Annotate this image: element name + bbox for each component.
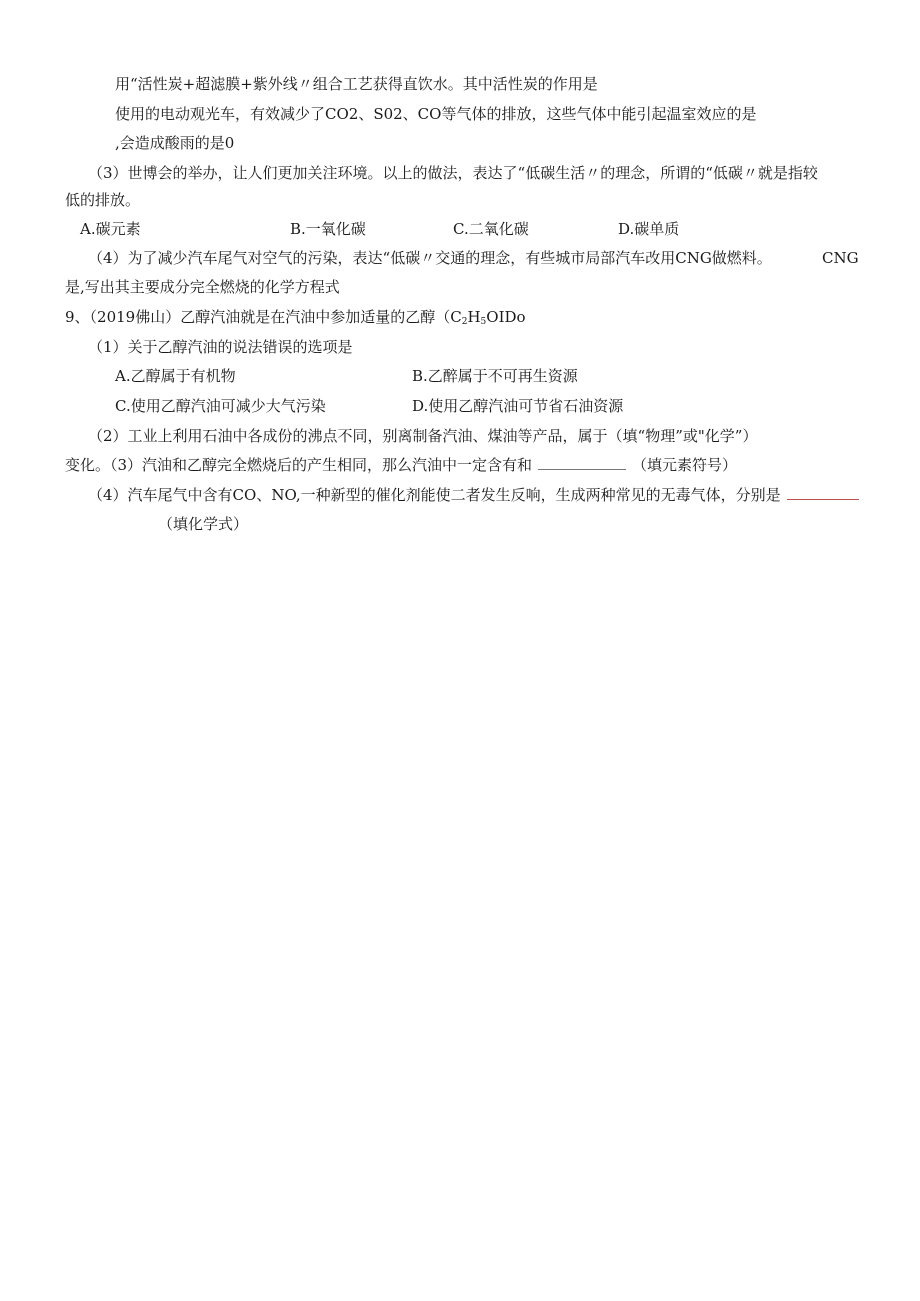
- line-q4-cng: （4）为了减少汽车尾气对空气的污染，表达“低碳〃交通的理念，有些城市局部汽车改用CNG做燃料。: [88, 249, 772, 267]
- line-q4-cng-right: CNG: [822, 249, 859, 267]
- line-q4-equation: 是,写出其主要成分完全燃烧的化学方程式: [65, 278, 340, 296]
- line-q3-emission: 低的排放。: [65, 191, 141, 209]
- line-activated-carbon: 用“活性炭+超滤膜+紫外线〃组合工艺获得直饮水。其中活性炭的作用是: [115, 75, 598, 93]
- line-q3-low-carbon: （3）世博会的举办，让人们更加关注环境。以上的做法，表达了“低碳生活〃的理念，所谓的“低碳〃就是指较: [88, 164, 818, 182]
- q9-part-4: （4）汽车尾气中含有CO、NO,一种新型的催化剂能使二者发生反响，生成两种常见的无毒气体，分别是: [88, 485, 859, 505]
- option-a: A.碳元素: [80, 220, 141, 238]
- answer-blank-gases[interactable]: [787, 485, 859, 500]
- q9-option-b: B.乙醉属于不可再生资源: [412, 367, 578, 385]
- q9-option-d: D.使用乙醇汽油可节省石油资源: [412, 397, 624, 415]
- line-electric-car: 使用的电动观光车，有效减少了CO2、S02、CO等气体的排放，这些气体中能引起温室效应的是: [115, 105, 757, 123]
- q9-part-3: 变化。（3）汽油和乙醇完全燃烧后的产生相同，那么汽油中一定含有和 （填元素符号）: [65, 456, 738, 474]
- q9-option-c: C.使用乙醇汽油可减少大气污染: [115, 397, 326, 415]
- q9-option-a: A.乙醇属于有机物: [115, 367, 236, 385]
- answer-blank-element[interactable]: [538, 455, 626, 470]
- q9-part-4-hint: （填化学式）: [158, 515, 249, 533]
- line-acid-rain: ,会造成酸雨的是0: [115, 134, 235, 152]
- q9-part-2: （2）工业上利用石油中各成份的沸点不同，别离制备汽油、煤油等产品，属于（填“物理”或"化学”）: [88, 427, 758, 445]
- option-b: B.一氧化碳: [290, 220, 366, 238]
- q9-part-1: （1）关于乙醇汽油的说法错误的选项是: [88, 338, 353, 356]
- question-9-title: 9、（2019佛山）乙醇汽油就是在汽油中参加适量的乙醇（$C_2H_5OIDo$: [65, 308, 526, 327]
- option-d: D.碳单质: [618, 220, 680, 238]
- option-c: C.二氧化碳: [453, 220, 529, 238]
